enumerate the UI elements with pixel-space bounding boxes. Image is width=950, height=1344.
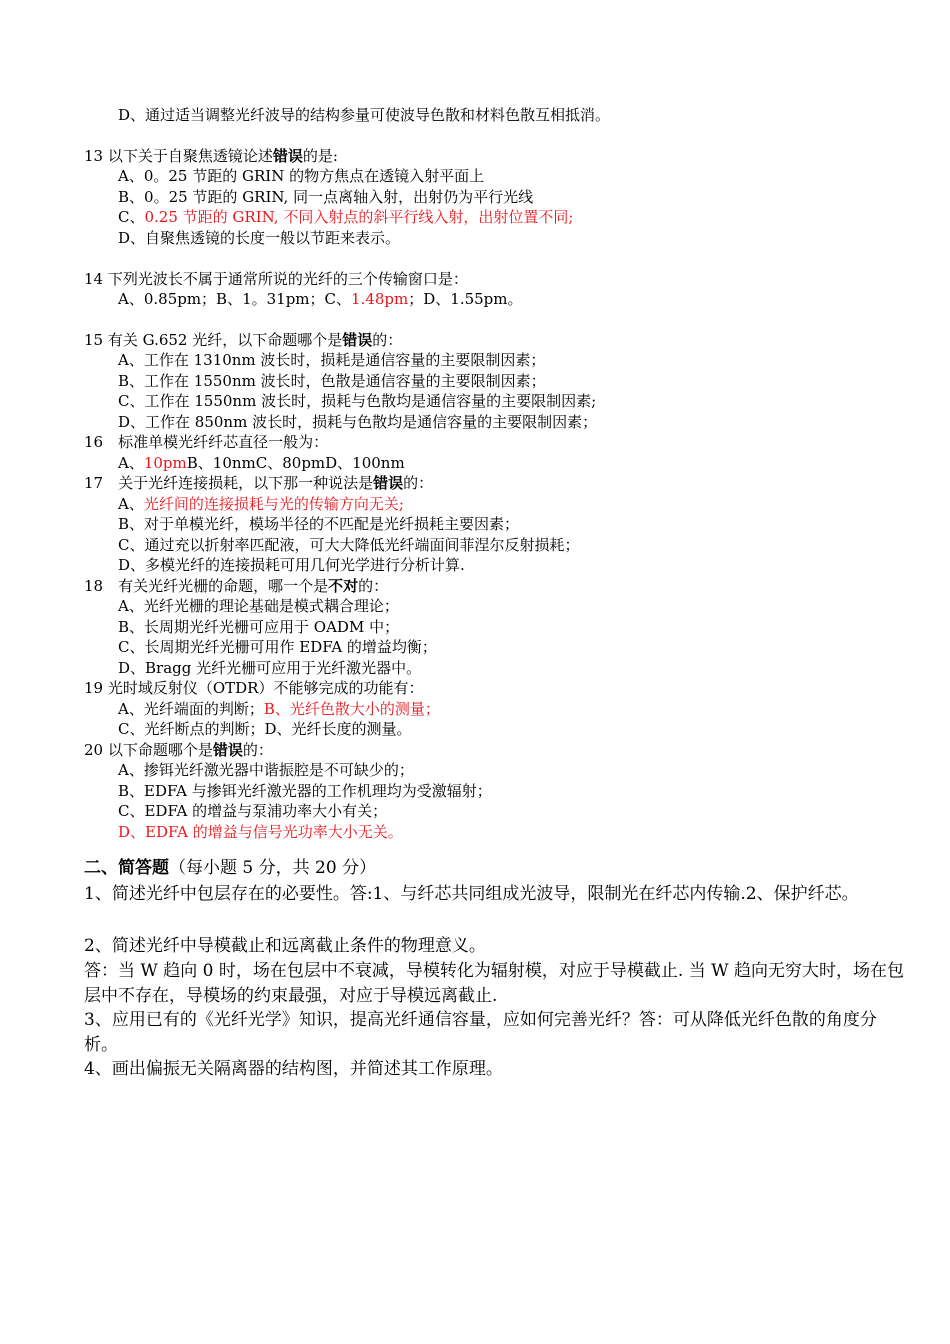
short-answer-4: 4、画出偏振无关隔离器的结构图，并简述其工作原理。 [84, 1059, 503, 1079]
q12-option-d: D、通过适当调整光纤波导的结构参量可使波导色散和材料色散互相抵消。 [118, 106, 611, 124]
q13-keyword: 错误 [272, 147, 303, 165]
section2-heading-title: 二、简答题 [84, 858, 169, 878]
q19-options-cd: C、光纤断点的判断；D、光纤长度的测量。 [118, 720, 412, 738]
q15-stem: 15 有关 G.652 光纤，以下命题哪个是错误的： [84, 331, 403, 349]
q18-option-c: C、长周期光纤光栅可用作 EDFA 的增益均衡； [118, 638, 437, 656]
q16-options: A、10pmB、10nmC、80pmD、100nm [118, 454, 405, 472]
q20-option-c: C、EDFA 的增益与泵浦功率大小有关； [118, 802, 388, 820]
q18-stem: 18 有关光纤光栅的命题，哪一个是不对的： [84, 577, 389, 595]
q17-option-a: A、光纤间的连接损耗与光的传输方向无关; [118, 495, 404, 513]
section2-heading: 二、简答题（每小题 5 分，共 20 分） [84, 858, 377, 878]
q13-option-b: B、0。25 节距的 GRIN, 同一点离轴入射，出射仍为平行光线 [118, 188, 534, 206]
q19-answer: B、光纤色散大小的测量； [263, 700, 440, 718]
q16-answer: 10pm [143, 454, 187, 472]
q18-option-b: B、长周期光纤光栅可应用于 OADM 中； [118, 618, 400, 636]
q17-option-b: B、对于单模光纤，模场半径的不匹配是光纤损耗主要因素； [118, 515, 520, 533]
q13-option-c: C、0.25 节距的 GRIN, 不同入射点的斜平行线入射，出射位置不同; [118, 208, 574, 226]
short-answer-1: 1、简述光纤中包层存在的必要性。答:1、与纤芯共同组成光波导，限制光在纤芯内传输.2、保护纤芯。 [84, 884, 859, 904]
q20-option-b: B、EDFA 与掺铒光纤激光器的工作机理均为受激辐射； [118, 782, 492, 800]
q17-stem: 17 关于光纤连接损耗，以下那一种说法是错误的： [84, 474, 434, 492]
q15-option-c: C、工作在 1550nm 波长时，损耗与色散均是通信容量的主要限制因素; [118, 392, 597, 410]
q19-stem: 19 光时域反射仪（OTDR）不能够完成的功能有： [84, 679, 424, 697]
q17-option-d: D、多模光纤的连接损耗可用几何光学进行分析计算. [118, 556, 465, 574]
q20-stem: 20 以下命题哪个是错误的： [84, 741, 273, 759]
q16-stem: 16 标准单模光纤纤芯直径一般为： [84, 433, 329, 451]
q15-option-d: D、工作在 850nm 波长时，损耗与色散均是通信容量的主要限制因素； [118, 413, 598, 431]
q19-options-ab: A、光纤端面的判断；B、光纤色散大小的测量； [118, 700, 440, 718]
q17-option-c: C、通过充以折射率匹配液，可大大降低光纤端面间菲涅尔反射损耗； [118, 536, 580, 554]
short-answer-3: 3、应用已有的《光纤光学》知识，提高光纤通信容量，应如何完善光纤？答：可从降低光纤色散的角度分析。 [84, 1010, 877, 1055]
q14-answer: 1.48pm [351, 290, 409, 308]
q18-option-a: A、光纤光栅的理论基础是模式耦合理论； [118, 597, 399, 615]
q13-answer: 0.25 节距的 GRIN, 不同入射点的斜平行线入射，出射位置不同; [144, 208, 574, 226]
q18-keyword: 不对 [328, 577, 359, 595]
q13-option-d: D、自聚焦透镜的长度一般以节距来表示。 [118, 229, 401, 247]
q13-option-a: A、0。25 节距的 GRIN 的物方焦点在透镜入射平面上 [118, 167, 485, 185]
q20-keyword: 错误 [212, 741, 243, 759]
q17-answer: 光纤间的连接损耗与光的传输方向无关; [143, 495, 404, 513]
q15-keyword: 错误 [342, 331, 373, 349]
q20-option-d: D、EDFA 的增益与信号光功率大小无关。 [118, 823, 403, 841]
q14-stem: 14 下列光波长不属于通常所说的光纤的三个传输窗口是： [84, 270, 468, 288]
q15-option-a: A、工作在 1310nm 波长时，损耗是通信容量的主要限制因素； [118, 351, 546, 369]
q18-option-d: D、Bragg 光纤光栅可应用于光纤激光器中。 [118, 659, 422, 677]
q14-options: A、0.85pm；B、1。31pm；C、1.48pm；D、1.55pm。 [118, 290, 523, 308]
q13-stem: 13 以下关于自聚焦透镜论述错误的是: [84, 147, 338, 165]
q20-option-a: A、掺铒光纤激光器中谐振腔是不可缺少的； [118, 761, 414, 779]
q17-keyword: 错误 [373, 474, 404, 492]
short-answer-2-answer: 答：当 W 趋向 0 时，场在包层中不衰减，导模转化为辐射模，对应于导模截止. 当 W 趋向无穷大时，场在包层中不存在，导模场的约束最强，对应于导模远离截止. [84, 961, 904, 1006]
short-answer-2: 2、简述光纤中导模截止和远离截止条件的物理意义。 [84, 936, 486, 956]
q15-option-b: B、工作在 1550nm 波长时，色散是通信容量的主要限制因素； [118, 372, 546, 390]
